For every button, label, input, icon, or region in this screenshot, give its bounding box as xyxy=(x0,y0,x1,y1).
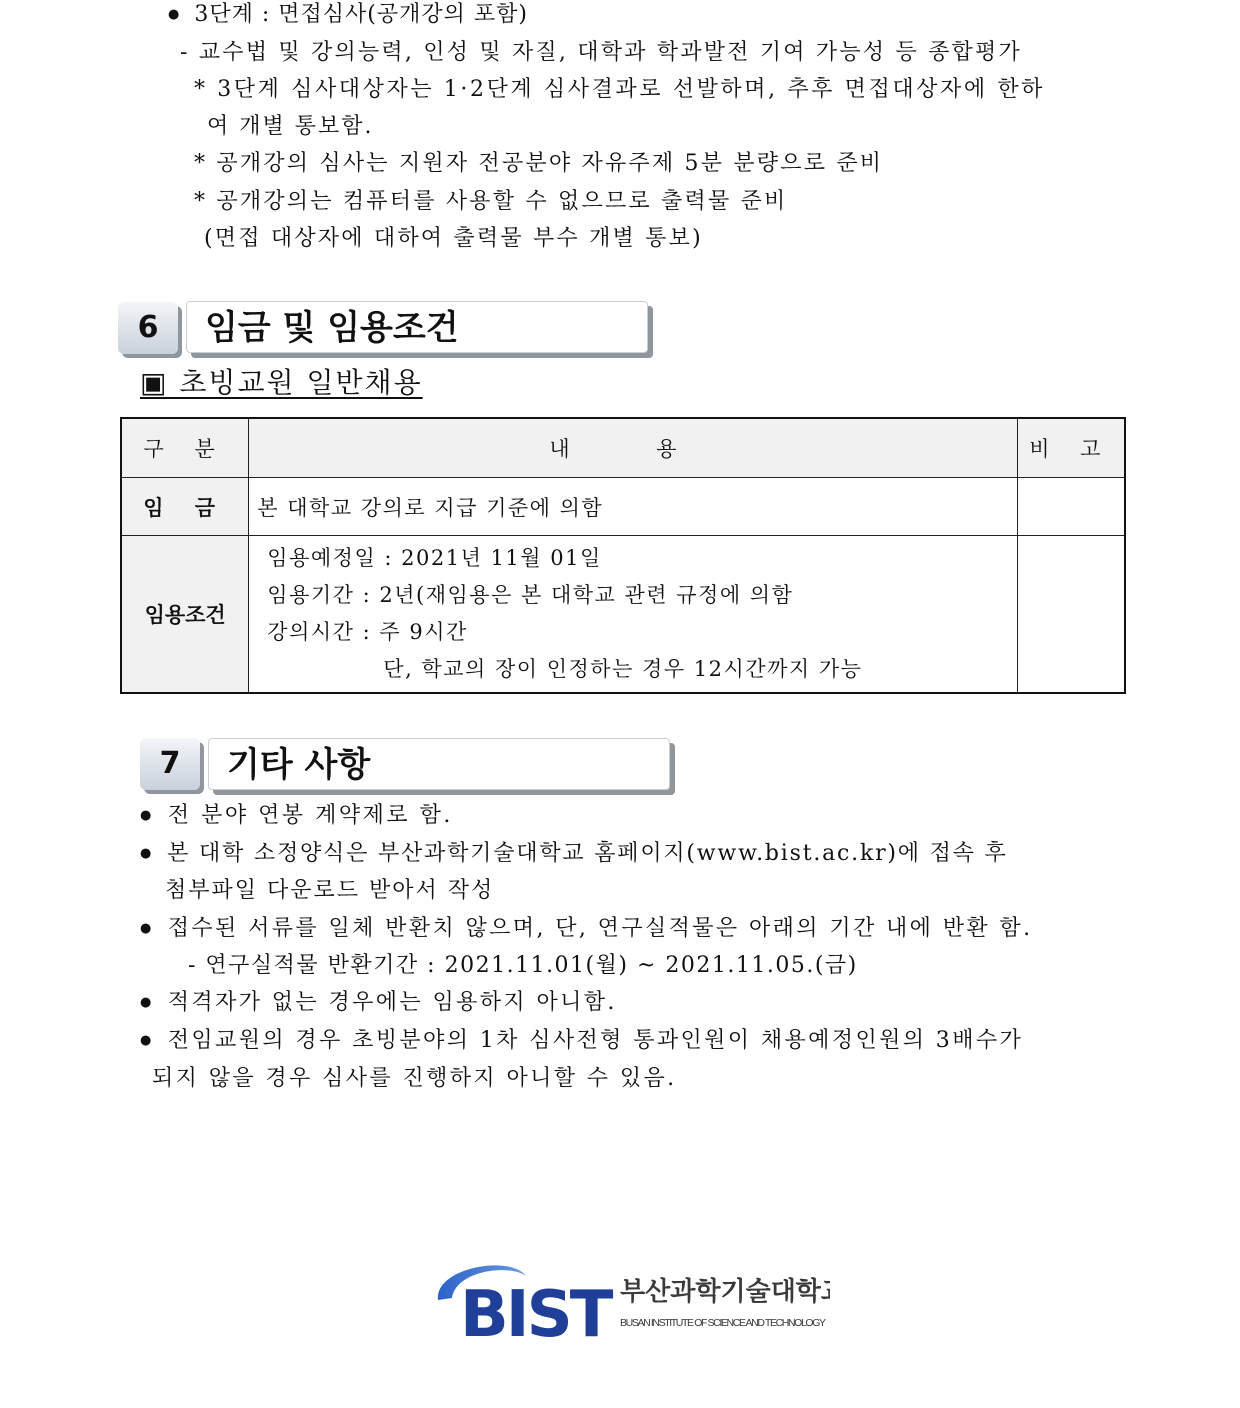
section7-number: 7 xyxy=(140,738,200,790)
misc-item: ● 접수된 서류를 일체 반환치 않으며, 단, 연구실적물은 아래의 기간 내에 반환 함. xyxy=(140,916,1032,945)
bist-logo-mark-icon xyxy=(430,1258,830,1343)
terms-content xyxy=(249,536,1017,694)
terms-category: 임용조건 xyxy=(121,536,249,694)
misc-item: ● 전임교원의 경우 초빙분야의 1차 심사전형 통과인원이 채용예정인원의 3배수가 xyxy=(140,1028,1023,1057)
misc-item-sub: - 연구실적물 반환기간 : 2021.11.01(월) ~ 2021.11.05.(금) xyxy=(188,953,858,978)
stage3-bullet: ● 3단계 : 면접심사(공개강의 포함) xyxy=(168,2,528,31)
terms-line: 단, 학교의 장이 인정하는 경우 12시간까지 가능 xyxy=(383,657,863,681)
section6-subtitle: ▣ 초빙교원 일반채용 xyxy=(140,366,423,399)
table-header-row xyxy=(121,418,1125,478)
stage3-note2: * 공개강의 심사는 지원자 전공분야 자유주제 5분 분량으로 준비 xyxy=(194,151,884,176)
wage-note xyxy=(1017,478,1125,536)
header-category: 구 분 xyxy=(121,418,249,478)
terms-note xyxy=(1017,536,1125,694)
stage3-criteria: - 교수법 및 강의능력, 인성 및 자질, 대학과 학과발전 기여 가능성 등 종합평가 xyxy=(180,40,1022,65)
svg-text:부산과학기술대학교: 부산과학기술대학교 xyxy=(620,1277,830,1307)
table-row xyxy=(121,478,1125,536)
misc-item-cont: 첨부파일 다운로드 받아서 작성 xyxy=(165,878,495,903)
employment-table xyxy=(120,417,1126,694)
section7-title: 기타 사항 xyxy=(208,738,670,790)
stage3-note1a: * 3단계 심사대상자는 1·2단계 심사결과로 선발하며, 추후 면접대상자에 한하 xyxy=(194,77,1046,102)
stage3-note3a: * 공개강의는 컴퓨터를 사용할 수 없으므로 출력물 준비 xyxy=(194,189,788,214)
table-row xyxy=(121,536,1125,694)
svg-text:BUSAN INSTITUTE OF SCIENCE AND: BUSAN INSTITUTE OF SCIENCE AND TECHNOLOGY xyxy=(620,1317,826,1329)
misc-item: ● 적격자가 없는 경우에는 임용하지 아니함. xyxy=(140,990,617,1019)
misc-item-cont: 되지 않을 경우 심사를 진행하지 아니할 수 있음. xyxy=(152,1066,677,1091)
terms-line: 임용기간 : 2년(재임용은 본 대학교 관련 규정에 의함 xyxy=(267,583,794,607)
wage-category: 임 금 xyxy=(121,478,249,536)
header-note: 비 고 xyxy=(1017,418,1125,478)
terms-line: 강의시간 : 주 9시간 xyxy=(267,620,468,644)
header-content: 내 용 xyxy=(249,418,1017,478)
bist-logo xyxy=(430,1258,830,1343)
terms-line: 임용예정일 : 2021년 11월 01일 xyxy=(267,546,602,570)
wage-content: 본 대학교 강의로 지급 기준에 의함 xyxy=(249,478,1017,536)
misc-item: ● 전 분야 연봉 계약제로 함. xyxy=(140,803,453,832)
section6-number: 6 xyxy=(118,302,178,354)
misc-item: ● 본 대학 소정양식은 부산과학기술대학교 홈페이지(www.bist.ac.kr)에 접속 후 xyxy=(140,841,1008,870)
section6-title: 임금 및 임용조건 xyxy=(186,301,648,353)
svg-text:BIST: BIST xyxy=(460,1278,611,1343)
stage3-note3b: (면접 대상자에 대하여 출력물 부수 개별 통보) xyxy=(204,226,703,251)
stage3-note1b: 여 개별 통보함. xyxy=(207,114,374,139)
